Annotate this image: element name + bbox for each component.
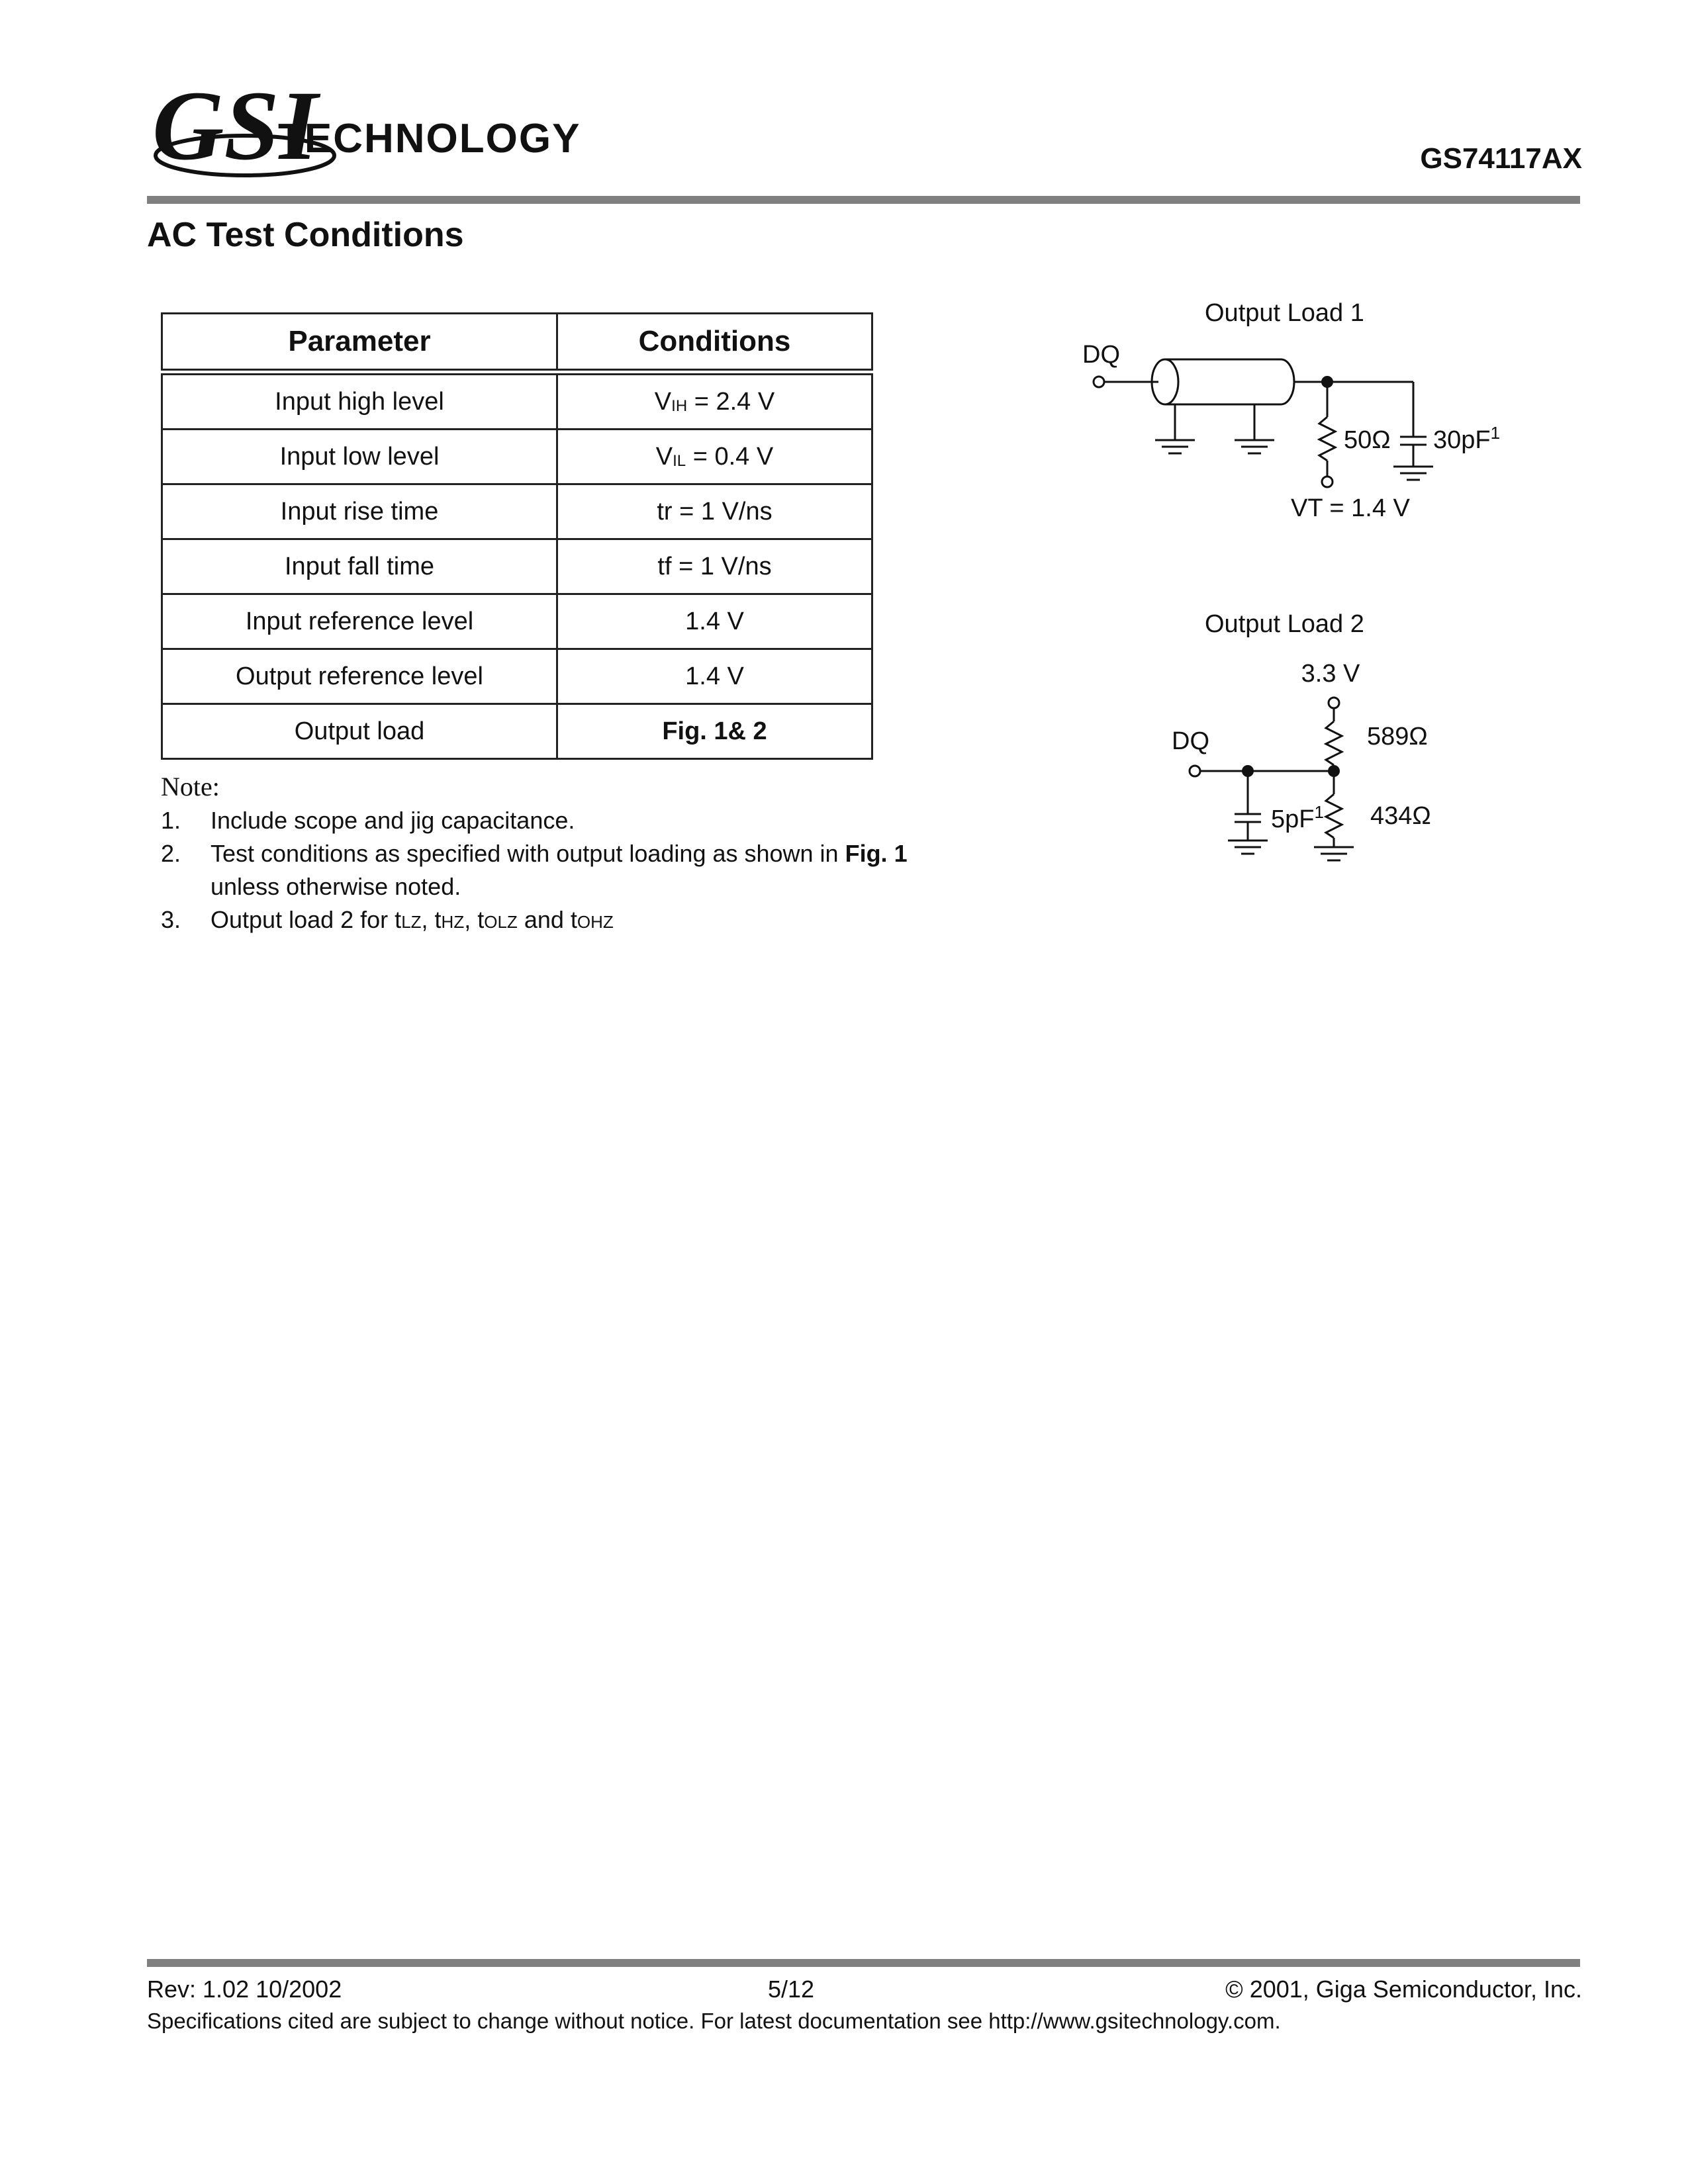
figure2-dq-label: DQ [1172,727,1209,755]
footer-notice: Specifications cited are subject to change without notice. For latest documentation see http://www.gsitechnology.com. [147,2009,1281,2033]
header-conditions: Conditions [557,314,872,373]
param-cell: Input rise time [162,484,557,539]
output-load-figures [1059,299,1589,893]
figure1-resistor-label: 50Ω [1344,426,1391,454]
condition-cell: $V_{IL} = 0.4$ V [557,430,872,484]
footer-rule [147,1959,1580,1967]
param-cell: Input fall time [162,539,557,594]
figure2-supply-label: 3.3 V [1301,660,1360,688]
list-item: 2. Test conditions as specified with output loading as shown in Fig. 1 unless otherwise noted. [161,840,908,900]
condition-cell: 1.4 V [557,649,872,704]
figure2-capacitor-label: $5pF^1$ [1271,802,1324,833]
footer-page-number: 5/12 [768,1976,815,2003]
figure1-capacitor-label: $30pF^1$ [1433,423,1501,454]
note-heading: Note: [161,772,220,801]
table-row [162,372,872,430]
table-row [162,484,872,539]
svg-text:TECHNOLOGY: TECHNOLOGY [278,116,581,161]
param-cell: Input reference level [162,594,557,649]
param-cell: Input low level [162,430,557,484]
figure2-r-bottom-label: 434Ω [1370,802,1431,830]
table-row [162,594,872,649]
footer-revision: Rev: 1.02 10/2002 [147,1976,342,2003]
notes-list [161,804,915,938]
gsi-technology-logo [146,60,581,192]
section-title: AC Test Conditions [147,216,464,254]
table-row [162,704,872,759]
table-header-row [162,314,872,373]
header-rule [147,196,1580,204]
list-item: 3. Output load 2 for tLZ, tHZ, tOLZ and tOHZ [161,906,614,933]
header-parameter: Parameter [162,314,557,373]
table-row [162,430,872,484]
param-cell: Input high level [162,372,557,430]
figure2-title: Output Load 2 [1205,610,1364,638]
ac-test-conditions-table [161,312,873,760]
condition-cell: Fig. 1& 2 [557,704,872,759]
figure1-dq-label: DQ [1082,341,1120,369]
condition-cell: $V_{IH} = 2.4$ V [557,372,872,430]
param-cell: Output reference level [162,649,557,704]
figure2-r-top-label: 589Ω [1367,723,1428,751]
svg-text:GSI: GSI [152,71,318,181]
param-cell: Output load [162,704,557,759]
condition-cell: tf = 1 V/ns [557,539,872,594]
condition-cell: tr = 1 V/ns [557,484,872,539]
table-row [162,539,872,594]
condition-cell: 1.4 V [557,594,872,649]
figure1-vt-label: VT = 1.4 V [1291,494,1410,522]
footer-copyright: © 2001, Giga Semiconductor, Inc. [1225,1976,1582,2003]
part-number: GS74117AX [1420,142,1582,175]
table-row [162,649,872,704]
figure1-title: Output Load 1 [1205,299,1364,327]
list-item: 1. Include scope and jig capacitance. [161,807,575,834]
